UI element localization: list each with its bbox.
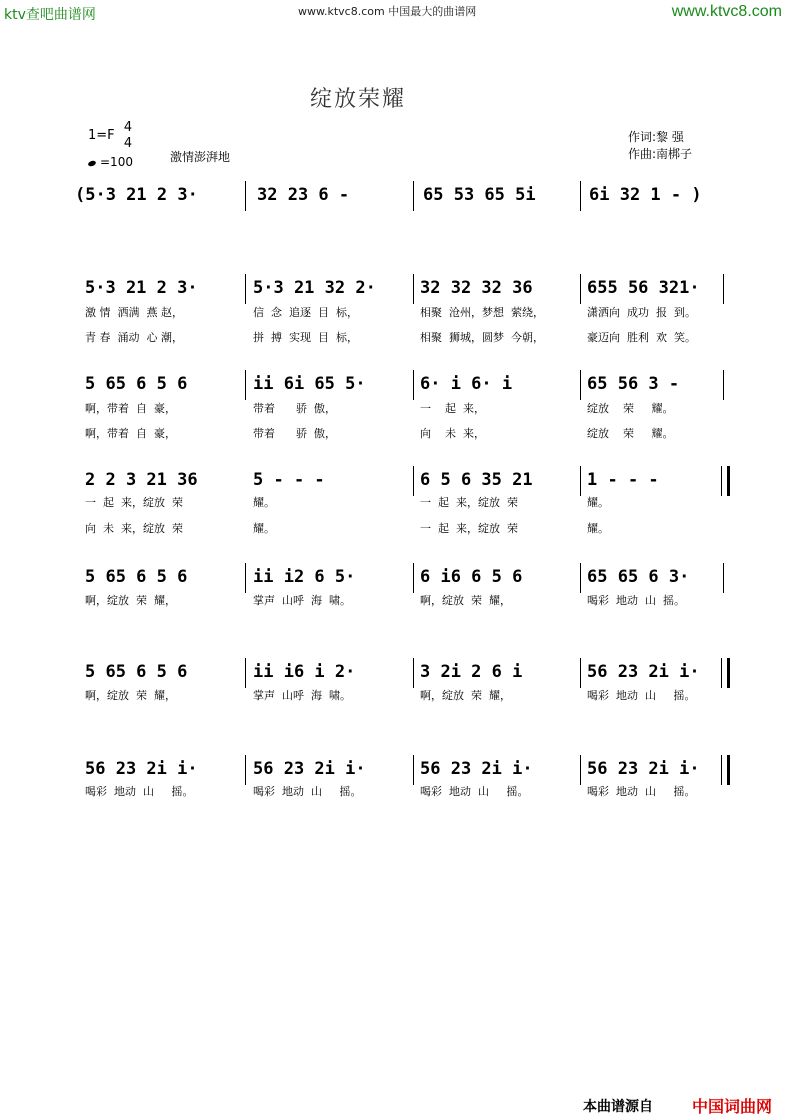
lyric-segment: 向 未 来， [420, 427, 485, 440]
barline [413, 181, 414, 211]
tempo-value: =100 [100, 155, 133, 169]
barline [245, 658, 246, 688]
lyric-segment: 一 起 来，绽放 荣 [420, 496, 518, 509]
lyric-segment: 拼 搏 实现 目 标， [253, 331, 358, 344]
lyric-segment: 向 未 来，绽放 荣 [85, 522, 183, 535]
measure: 56 23 2i i· [85, 759, 198, 779]
lyric-segment: 啊，绽放 荣 耀， [85, 689, 176, 702]
lyric-segment: 掌声 山呼 海 啸。 [253, 689, 351, 702]
barline [413, 563, 414, 593]
lyric-segment: 耀。 [587, 496, 609, 509]
measure: 655 56 321· [587, 278, 700, 298]
measure: ii 6i 65 5· [253, 374, 366, 394]
barline [245, 370, 246, 400]
measure: 65 56 3 - [587, 374, 680, 394]
barline [245, 755, 246, 785]
lyric-segment: 喝彩 地动 山 摇。 [587, 689, 696, 702]
measure: ii i2 6 5· [253, 567, 356, 587]
lyric-segment: 啊，绽放 荣 耀， [420, 689, 511, 702]
lyric-segment: 喝彩 地动 山 摇。 [587, 785, 696, 798]
lyric-segment: 豪迈向 胜利 欢 笑。 [587, 331, 696, 344]
barline [580, 466, 581, 496]
lyric-segment: 带着 骄 傲， [253, 427, 336, 440]
measure: 6 i6 6 5 6 [420, 567, 523, 587]
measure: (5·3 21 2 3· [75, 185, 198, 205]
barline [721, 466, 722, 496]
song-title: 绽放荣耀 [310, 87, 407, 112]
lyric-line [75, 329, 735, 345]
lyric-segment: 相聚 沧州，梦想 萦绕， [420, 306, 544, 319]
barline [580, 274, 581, 304]
lyric-segment: 绽放 荣 耀。 [587, 402, 674, 415]
barline [413, 370, 414, 400]
footer-site-link[interactable]: 中国词曲网 [692, 1097, 773, 1116]
quarter-note-icon [87, 160, 96, 167]
barline [245, 274, 246, 304]
barline [580, 755, 581, 785]
barline [580, 563, 581, 593]
lyric-segment: 耀。 [587, 522, 609, 535]
measure: 5·3 21 32 2· [253, 278, 376, 298]
time-signature-bottom: 4 [123, 136, 133, 151]
lyric-segment: 一 起 来，绽放 荣 [420, 522, 518, 535]
key-signature: 1=F [88, 128, 115, 143]
measure: 56 23 2i i· [587, 759, 700, 779]
lyric-line [75, 494, 735, 510]
measure: 6 5 6 35 21 [420, 470, 533, 490]
notes-line [75, 185, 735, 215]
measure: 56 23 2i i· [420, 759, 533, 779]
measure: 6i 32 1 - ) [589, 185, 702, 205]
barline [580, 658, 581, 688]
measure: 65 53 65 5i [423, 185, 536, 205]
barline-end [727, 755, 730, 785]
measure: 3 2i 2 6 i [420, 662, 523, 682]
measure: 56 23 2i i· [587, 662, 700, 682]
measure: 5 - - - [253, 470, 325, 490]
lyricist-credit: 作词:黎 强 [628, 130, 684, 144]
measure: 32 23 6 - [257, 185, 350, 205]
measure: 6· i 6· i [420, 374, 513, 394]
barline [245, 181, 246, 211]
lyric-segment: 一 起 来， [420, 402, 485, 415]
time-signature-top: 4 [123, 120, 133, 135]
measure: ii i6 i 2· [253, 662, 356, 682]
measure: 5 65 6 5 6 [85, 374, 188, 394]
barline-end [727, 658, 730, 688]
lyric-segment: 啊，绽放 荣 耀， [420, 594, 511, 607]
lyric-line [75, 687, 735, 703]
lyric-line [75, 520, 735, 536]
barline [723, 274, 724, 304]
lyric-segment: 耀。 [253, 522, 275, 535]
lyric-segment: 喝彩 地动 山 摇。 [85, 785, 194, 798]
measure: 1 - - - [587, 470, 659, 490]
lyric-line [75, 400, 735, 416]
lyric-line [75, 304, 735, 320]
lyric-segment: 潇洒向 成功 报 到。 [587, 306, 696, 319]
lyric-segment: 带着 骄 傲， [253, 402, 336, 415]
lyric-segment: 相聚 狮城，圆梦 今朝， [420, 331, 544, 344]
lyric-segment: 激 情 洒满 燕 赵， [85, 306, 183, 319]
measure: 5 65 6 5 6 [85, 662, 188, 682]
measure: 2 2 3 21 36 [85, 470, 198, 490]
lyric-line [75, 425, 735, 441]
lyric-segment: 耀。 [253, 496, 275, 509]
barline [245, 563, 246, 593]
barline [723, 563, 724, 593]
lyric-segment: 啊，绽放 荣 耀， [85, 594, 176, 607]
lyric-line [75, 783, 735, 799]
barline [413, 658, 414, 688]
lyric-line [75, 592, 735, 608]
expression-marking: 激情澎湃地 [170, 150, 231, 164]
lyric-segment: 绽放 荣 耀。 [587, 427, 674, 440]
lyric-segment: 信 念 追逐 目 标， [253, 306, 358, 319]
time-signature [122, 120, 134, 152]
measure: 5 65 6 5 6 [85, 567, 188, 587]
footer-source-label: 本曲谱源自 [583, 1099, 653, 1115]
measure: 65 65 6 3· [587, 567, 690, 587]
measure: 32 32 32 36 [420, 278, 533, 298]
lyric-segment: 掌声 山呼 海 啸。 [253, 594, 351, 607]
barline [580, 181, 581, 211]
barline-end [727, 466, 730, 496]
lyric-segment: 喝彩 地动 山 摇。 [420, 785, 529, 798]
lyric-segment: 喝彩 地动 山 摇。 [253, 785, 362, 798]
barline [721, 658, 722, 688]
lyric-segment: 一 起 来，绽放 荣 [85, 496, 183, 509]
composer-credit: 作曲:南梆子 [628, 147, 693, 161]
measure: 5·3 21 2 3· [85, 278, 198, 298]
barline [413, 274, 414, 304]
tempo-marking [88, 155, 133, 169]
measure: 56 23 2i i· [253, 759, 366, 779]
barline [580, 370, 581, 400]
lyric-segment: 啊，带着 自 豪， [85, 402, 176, 415]
watermark-left: ktv查吧曲谱网 [4, 7, 96, 23]
lyric-segment: 喝彩 地动 山 摇。 [587, 594, 685, 607]
watermark-center: www.ktvc8.com 中国最大的曲谱网 [298, 5, 477, 18]
barline [413, 466, 414, 496]
lyric-segment: 青 春 涌动 心 潮， [85, 331, 183, 344]
watermark-right: www.ktvc8.com [671, 3, 782, 20]
barline [413, 755, 414, 785]
lyric-segment: 啊，带着 自 豪， [85, 427, 176, 440]
barline [723, 370, 724, 400]
barline [721, 755, 722, 785]
